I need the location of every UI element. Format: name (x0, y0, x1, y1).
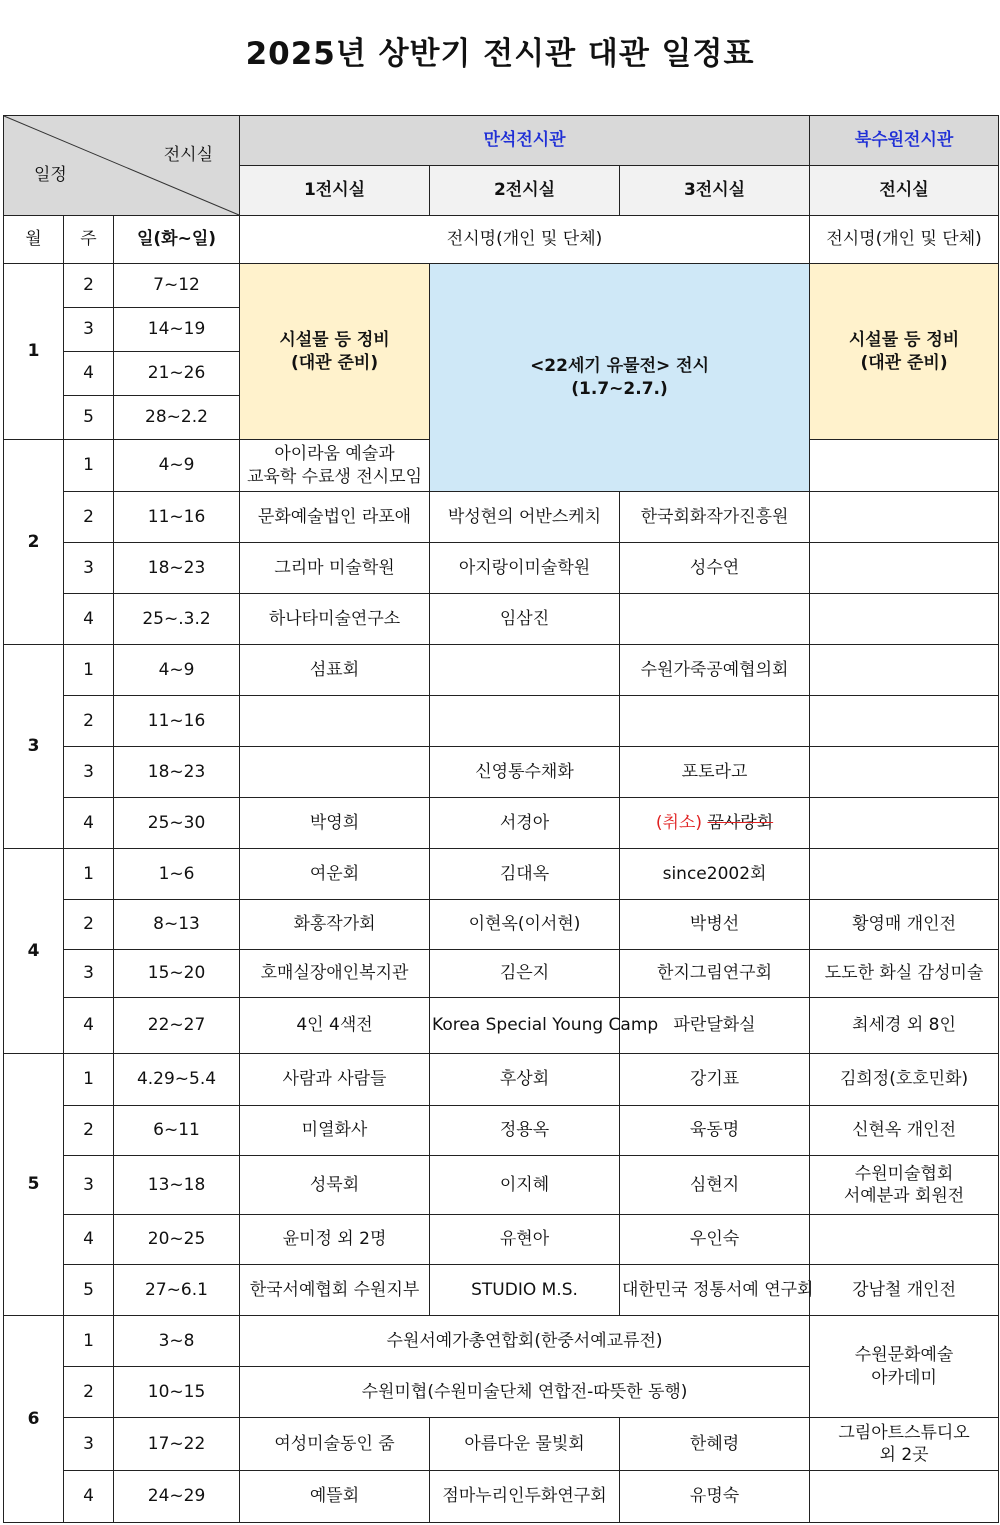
exhibit-cell: 김은지 (430, 950, 620, 998)
header-corner (4, 116, 240, 216)
block-text: (1.7~2.7.) (571, 378, 668, 399)
room-north: 전시실 (810, 166, 999, 216)
day-cell: 14~19 (114, 308, 240, 352)
exhibit-cell: 후상회 (430, 1054, 620, 1106)
exhibit-cell: 박성현의 어반스케치 (430, 492, 620, 543)
exhibit-cell: 박병선 (620, 900, 810, 950)
day-cell: 25~30 (114, 798, 240, 849)
day-cell: 4.29~5.4 (114, 1054, 240, 1106)
exhibit-cell (240, 440, 430, 492)
exhibit-cell-cancelled (620, 798, 810, 849)
exhibit-line: 그림아트스튜디오 (838, 1422, 970, 1443)
day-cell: 7~12 (114, 264, 240, 308)
exhibit-cell: since2002회 (620, 849, 810, 900)
block-text: (대관 준비) (860, 352, 948, 373)
exhibit-cell-empty (240, 747, 430, 798)
exhibit-cell: 파란달화실 (620, 998, 810, 1054)
exhibit-cell: 박영희 (240, 798, 430, 849)
exhibit-line: 외 2곳 (879, 1445, 929, 1465)
col-exhibit-north: 전시명(개인 및 단체) (810, 216, 999, 264)
week-cell: 2 (64, 900, 114, 950)
week-cell: 2 (64, 264, 114, 308)
exhibit-cell: 사람과 사람들 (240, 1054, 430, 1106)
week-cell: 3 (64, 308, 114, 352)
month-cell: 4 (4, 849, 64, 1054)
exhibit-cell-empty (810, 849, 999, 900)
exhibit-cell: 수원가죽공예협의회 (620, 645, 810, 696)
exhibit-cell: 신영통수채화 (430, 747, 620, 798)
corner-label-schedule: 일정 (34, 165, 67, 185)
day-cell: 11~16 (114, 492, 240, 543)
corner-label-room: 전시실 (163, 145, 214, 165)
exhibit-cell: 신현옥 개인전 (810, 1106, 999, 1156)
day-cell: 8~13 (114, 900, 240, 950)
day-cell: 1~6 (114, 849, 240, 900)
exhibit-cell-empty (810, 696, 999, 747)
week-cell: 4 (64, 352, 114, 396)
week-cell: 4 (64, 1471, 114, 1523)
exhibit-cell: 우인숙 (620, 1215, 810, 1265)
day-cell: 11~16 (114, 696, 240, 747)
week-cell: 5 (64, 1265, 114, 1316)
day-cell: 21~26 (114, 352, 240, 396)
exhibit-cell (810, 1156, 999, 1215)
exhibit-cell: STUDIO M.S. (430, 1265, 620, 1316)
block-text: 시설물 등 정비 (279, 329, 390, 350)
exhibit-cell-empty (810, 594, 999, 645)
exhibit-cell-empty (240, 696, 430, 747)
exhibit-cell: 윤미정 외 2명 (240, 1215, 430, 1265)
exhibit-cell-merged: 수원서예가총연합회(한중서예교류전) (240, 1316, 810, 1367)
exhibit-cell-empty (810, 543, 999, 594)
exhibit-cell: 대한민국 정통서예 연구회 (620, 1265, 810, 1316)
block-text: 시설물 등 정비 (848, 329, 960, 350)
week-cell: 3 (64, 543, 114, 594)
day-cell: 27~6.1 (114, 1265, 240, 1316)
exhibit-cell: 아지랑이미술학원 (430, 543, 620, 594)
week-cell: 5 (64, 396, 114, 440)
day-cell: 20~25 (114, 1215, 240, 1265)
cancelled-badge: (취소) (655, 812, 703, 833)
exhibit-cell-empty (810, 645, 999, 696)
exhibit-cell-empty (810, 798, 999, 849)
table-row (4, 1054, 999, 1106)
exhibit-cell: 포토라고 (620, 747, 810, 798)
day-cell: 18~23 (114, 543, 240, 594)
exhibit-cell-empty (810, 1215, 999, 1265)
table-row (4, 594, 999, 645)
exhibit-cell: 육동명 (620, 1106, 810, 1156)
day-cell: 13~18 (114, 1156, 240, 1215)
exhibit-cell: 강기표 (620, 1054, 810, 1106)
table-row (4, 696, 999, 747)
day-cell: 15~20 (114, 950, 240, 998)
table-row (4, 1316, 999, 1367)
exhibit-cell: 섬표회 (240, 645, 430, 696)
room-2: 2전시실 (430, 166, 620, 216)
exhibit-cell: 여성미술동인 줌 (240, 1418, 430, 1471)
month-cell: 6 (4, 1316, 64, 1523)
exhibit-cell: 4인 4색전 (240, 998, 430, 1054)
exhibit-cell: 정용옥 (430, 1106, 620, 1156)
exhibit-cell: 미열화사 (240, 1106, 430, 1156)
cancelled-exhibit-name: 꿈사랑회 (707, 812, 774, 833)
exhibit-cell-merged: 수원미협(수원미술단체 연합전-따뜻한 동행) (240, 1367, 810, 1418)
exhibit-cell: 유현아 (430, 1215, 620, 1265)
exhibit-cell: 한지그림연구회 (620, 950, 810, 998)
exhibit-cell: 한혜령 (620, 1418, 810, 1471)
col-day: 일(화~일) (114, 216, 240, 264)
table-row (4, 264, 999, 308)
table-row (4, 1106, 999, 1156)
week-cell: 4 (64, 998, 114, 1054)
week-cell: 1 (64, 645, 114, 696)
table-row (4, 1156, 999, 1215)
exhibit-cell (810, 1316, 999, 1418)
col-exhibit-main: 전시명(개인 및 단체) (240, 216, 810, 264)
exhibit-cell-empty (430, 645, 620, 696)
exhibit-line: 서예분과 회원전 (843, 1186, 965, 1206)
col-month: 월 (4, 216, 64, 264)
exhibit-cell: Korea Special Young Camp (430, 998, 620, 1054)
header-row-venues (4, 116, 999, 166)
exhibit-cell: 김희정(호호민화) (810, 1054, 999, 1106)
venue-manseok: 만석전시관 (240, 116, 810, 166)
exhibit-line: 수원미술협회 (854, 1163, 954, 1184)
day-cell: 4~9 (114, 440, 240, 492)
table-row (4, 492, 999, 543)
exhibit-cell: 유명숙 (620, 1471, 810, 1523)
exhibit-cell-empty (810, 440, 999, 492)
exhibit-cell: 황영매 개인전 (810, 900, 999, 950)
day-cell: 18~23 (114, 747, 240, 798)
table-row (4, 1265, 999, 1316)
table-row (4, 849, 999, 900)
month-cell: 2 (4, 440, 64, 645)
week-cell: 1 (64, 1316, 114, 1367)
jan-north-block (810, 264, 999, 440)
exhibit-cell: 호매실장애인복지관 (240, 950, 430, 998)
month-cell: 5 (4, 1054, 64, 1316)
room-3: 3전시실 (620, 166, 810, 216)
table-row (4, 900, 999, 950)
day-cell: 17~22 (114, 1418, 240, 1471)
exhibit-cell: 한국회화작가진흥원 (620, 492, 810, 543)
week-cell: 2 (64, 1367, 114, 1418)
exhibit-cell: 하나타미술연구소 (240, 594, 430, 645)
exhibit-line: 수원문화예술 (854, 1345, 954, 1366)
exhibit-cell: 이지혜 (430, 1156, 620, 1215)
exhibit-cell: 화홍작가회 (240, 900, 430, 950)
col-week: 주 (64, 216, 114, 264)
exhibit-cell: 강남철 개인전 (810, 1265, 999, 1316)
exhibit-cell: 성묵회 (240, 1156, 430, 1215)
exhibit-cell: 그리마 미술학원 (240, 543, 430, 594)
month-cell: 3 (4, 645, 64, 849)
exhibit-cell-empty (810, 492, 999, 543)
exhibit-cell: 성수연 (620, 543, 810, 594)
week-cell: 3 (64, 747, 114, 798)
table-row (4, 1471, 999, 1523)
day-cell: 28~2.2 (114, 396, 240, 440)
table-row (4, 798, 999, 849)
table-row (4, 747, 999, 798)
exhibit-cell: 한국서예협회 수원지부 (240, 1265, 430, 1316)
day-cell: 24~29 (114, 1471, 240, 1523)
exhibit-cell-empty (810, 747, 999, 798)
block-text: <22세기 유물전> 전시 (530, 355, 709, 376)
block-text: (대관 준비) (290, 352, 379, 373)
week-cell: 3 (64, 1156, 114, 1215)
exhibit-cell: 여운회 (240, 849, 430, 900)
jan-room1-block (240, 264, 430, 440)
exhibit-cell: 아름다운 물빛회 (430, 1418, 620, 1471)
exhibit-cell: 점마누리인두화연구회 (430, 1471, 620, 1523)
week-cell: 1 (64, 1054, 114, 1106)
week-cell: 1 (64, 440, 114, 492)
table-row (4, 1215, 999, 1265)
exhibit-cell-empty (430, 696, 620, 747)
week-cell: 4 (64, 798, 114, 849)
week-cell: 3 (64, 950, 114, 998)
exhibit-cell-empty (620, 594, 810, 645)
month-cell: 1 (4, 264, 64, 440)
schedule-table (3, 115, 999, 1523)
exhibit-line: 아이라움 예술과 (274, 444, 395, 465)
exhibit-cell: 이현옥(이서현) (430, 900, 620, 950)
week-cell: 2 (64, 696, 114, 747)
day-cell: 6~11 (114, 1106, 240, 1156)
exhibit-cell: 심현지 (620, 1156, 810, 1215)
exhibit-line: 아카데미 (871, 1367, 937, 1388)
table-row (4, 950, 999, 998)
exhibit-cell: 문화예술법인 라포애 (240, 492, 430, 543)
week-cell: 4 (64, 594, 114, 645)
table-row (4, 543, 999, 594)
exhibit-cell: 김대옥 (430, 849, 620, 900)
week-cell: 1 (64, 849, 114, 900)
table-row (4, 998, 999, 1054)
day-cell: 10~15 (114, 1367, 240, 1418)
day-cell: 4~9 (114, 645, 240, 696)
room-1: 1전시실 (240, 166, 430, 216)
table-row (4, 645, 999, 696)
week-cell: 4 (64, 1215, 114, 1265)
exhibit-line: 교육학 수료생 전시모임 (247, 466, 423, 487)
week-cell: 3 (64, 1418, 114, 1471)
exhibit-cell: 임삼진 (430, 594, 620, 645)
exhibit-cell: 도도한 화실 감성미술 (810, 950, 999, 998)
exhibit-cell-empty (620, 696, 810, 747)
day-cell: 3~8 (114, 1316, 240, 1367)
exhibit-cell (810, 1418, 999, 1471)
header-row-columns (4, 216, 999, 264)
table-row (4, 1418, 999, 1471)
week-cell: 2 (64, 1106, 114, 1156)
exhibit-cell-empty (810, 1471, 999, 1523)
exhibit-cell: 예뜰회 (240, 1471, 430, 1523)
page-title: 2025년 상반기 전시관 대관 일정표 (245, 36, 755, 72)
day-cell: 22~27 (114, 998, 240, 1054)
venue-buksuwon: 북수원전시관 (810, 116, 999, 166)
exhibit-cell: 서경아 (430, 798, 620, 849)
exhibit-cell: 최세경 외 8인 (810, 998, 999, 1054)
week-cell: 2 (64, 492, 114, 543)
jan-room23-block (430, 264, 810, 492)
day-cell: 25~.3.2 (114, 594, 240, 645)
